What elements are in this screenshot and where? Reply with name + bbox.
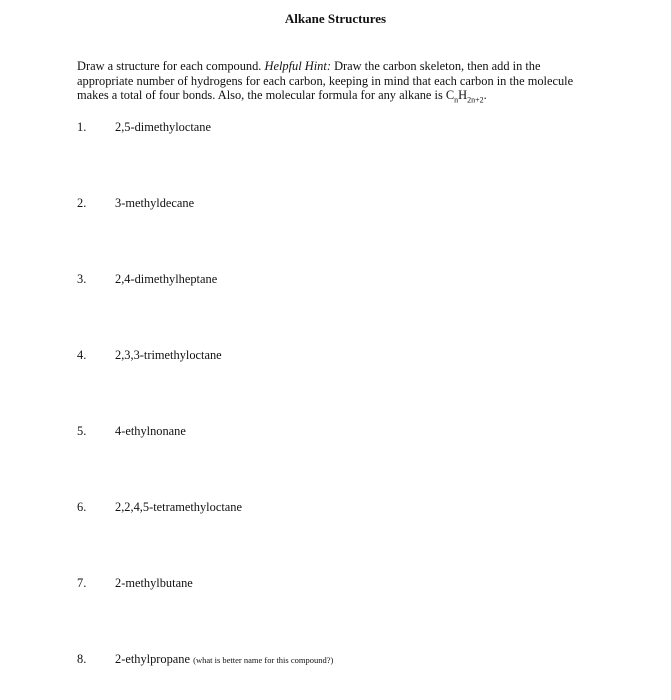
compound-name: 2,2,4,5-tetramethyloctane [115, 500, 242, 514]
instructions-intro: Draw a structure for each compound. [77, 59, 262, 73]
formula-end: . [483, 88, 487, 102]
compound-name: 2-ethylpropane [115, 652, 191, 666]
question-number: 6. [77, 500, 87, 514]
compound-name: 2,3,3-trimethyloctane [115, 348, 222, 362]
question-item [77, 652, 333, 667]
question-number: 2. [77, 196, 87, 210]
instructions-paragraph [77, 59, 592, 103]
formula-subscript-n: n [454, 95, 459, 105]
question-item [77, 348, 222, 362]
question-number: 4. [77, 348, 87, 362]
compound-name: 3-methyldecane [115, 196, 195, 210]
question-item [77, 196, 194, 210]
question-note: (what is better name for this compound?) [193, 655, 334, 665]
compound-name: 4-ethylnonane [115, 424, 186, 438]
question-item [77, 272, 217, 286]
question-number: 8. [77, 652, 87, 666]
question-item [77, 120, 211, 134]
question-number: 5. [77, 424, 87, 438]
hint-label: Helpful Hint: [264, 59, 331, 73]
hint-text: Draw the carbon skeleton, then add in the appropriate number of hydrogens for each carbon, keeping in mind that each carbon in the molecule makes a total of four bonds. Also, the molecular formula for any alkane is C [77, 59, 574, 102]
question-item [77, 424, 186, 438]
page-title: Alkane Structures [284, 11, 387, 26]
question-item [77, 500, 242, 514]
formula-subscript-2n2: 2n+2 [467, 95, 484, 105]
compound-name: 2,5-dimethyloctane [115, 120, 211, 134]
question-number: 1. [77, 120, 87, 134]
formula-h: H [458, 88, 468, 102]
compound-name: 2,4-dimethylheptane [115, 272, 218, 286]
question-item [77, 576, 193, 590]
question-number: 3. [77, 272, 87, 286]
question-number: 7. [77, 576, 87, 590]
compound-name: 2-methylbutane [115, 576, 193, 590]
